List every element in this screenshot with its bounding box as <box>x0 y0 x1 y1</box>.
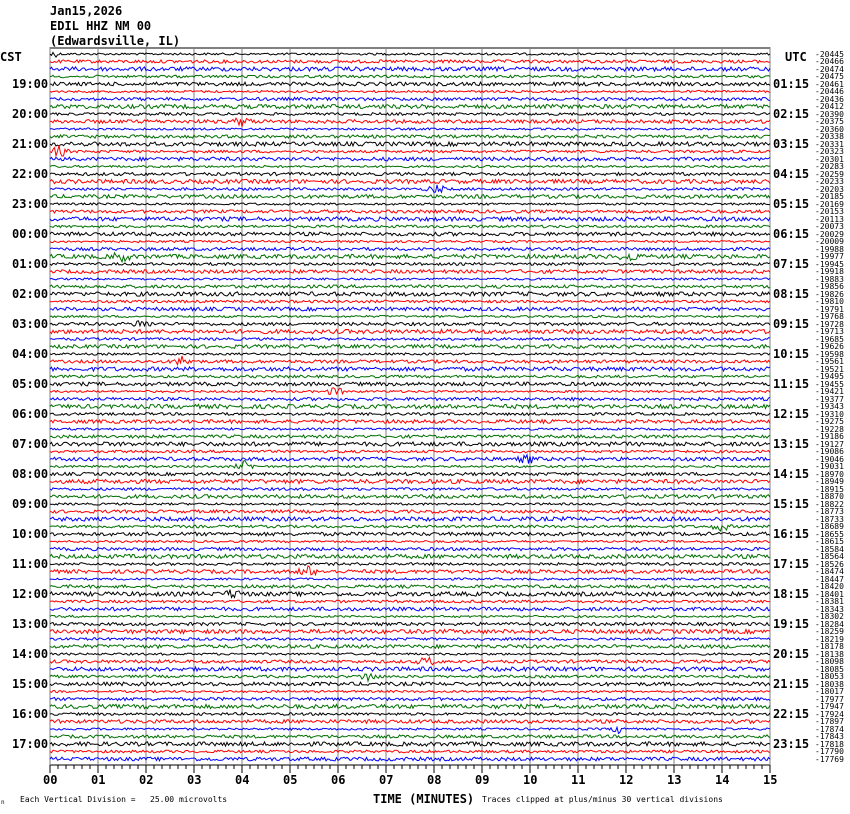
seismic-trace <box>50 263 770 266</box>
trace-offset-label: -19626 <box>815 342 844 351</box>
trace-offset-label: -20113 <box>815 214 844 224</box>
seismic-trace <box>50 461 770 469</box>
seismic-trace <box>50 307 770 311</box>
trace-offset-label: -19186 <box>815 432 844 441</box>
trace-offset-label: -18178 <box>815 642 844 651</box>
x-tick-label: 02 <box>139 773 154 787</box>
trace-offset-label: -17818 <box>815 739 844 749</box>
trace-offset-label: -18689 <box>815 522 844 531</box>
trace-offset-label: -19127 <box>815 439 844 449</box>
seismic-trace <box>50 404 770 408</box>
cst-hour-label: 15:00 <box>12 677 49 691</box>
trace-offset-label: -18870 <box>815 492 844 501</box>
seismic-trace <box>50 629 770 633</box>
seismic-trace <box>50 253 770 262</box>
seismic-trace <box>50 367 770 371</box>
x-tick-label: 04 <box>235 773 250 787</box>
seismic-trace <box>50 690 770 692</box>
trace-offset-label: -18564 <box>815 552 844 561</box>
utc-hour-label: 10:15 <box>773 347 810 361</box>
seismic-trace <box>50 225 770 228</box>
trace-offset-label: -20233 <box>815 177 844 186</box>
trace-offset-label: -19728 <box>815 319 844 329</box>
trace-offset-label: -18526 <box>815 559 844 569</box>
cst-hour-label: 19:00 <box>12 77 49 91</box>
trace-offset-label: -18401 <box>815 589 844 599</box>
trace-offset-label: -19791 <box>815 304 844 314</box>
seismic-trace <box>50 247 770 250</box>
trace-offset-label: -20169 <box>815 199 844 209</box>
trace-offset-label: -18655 <box>815 529 844 539</box>
left-timezone-label: CST <box>0 50 22 64</box>
trace-offset-label: -20375 <box>815 117 844 126</box>
trace-offset-label: -20259 <box>815 169 844 179</box>
header-station: EDIL HHZ NM 00 <box>50 19 152 33</box>
trace-offset-label: -18138 <box>815 649 844 659</box>
trace-offset-label: -19046 <box>815 454 844 464</box>
utc-hour-label: 11:15 <box>773 377 810 391</box>
trace-offset-label: -17874 <box>815 724 844 734</box>
cst-hour-label: 11:00 <box>12 557 49 571</box>
trace-offset-label: -19713 <box>815 327 844 336</box>
trace-offset-label: -18038 <box>815 679 844 689</box>
trace-offset-label: -17843 <box>815 732 844 741</box>
seismic-trace <box>50 525 770 531</box>
trace-offset-label: -20301 <box>815 154 844 164</box>
trace-offset-label: -19086 <box>815 447 844 456</box>
seismic-trace <box>50 315 770 317</box>
trace-offset-label: -18474 <box>815 567 844 576</box>
seismic-trace <box>50 510 770 513</box>
trace-offset-label: -19228 <box>815 424 844 434</box>
utc-hour-label: 23:15 <box>773 737 810 751</box>
trace-offset-label: -20283 <box>815 162 844 171</box>
x-tick-label: 15 <box>763 773 778 787</box>
utc-hour-label: 06:15 <box>773 227 810 241</box>
cst-hour-label: 20:00 <box>12 107 49 121</box>
trace-offset-label: -20475 <box>815 72 844 81</box>
utc-hour-label: 21:15 <box>773 677 810 691</box>
seismic-trace <box>50 428 770 430</box>
trace-offset-label: -19377 <box>815 394 844 404</box>
seismic-trace <box>50 563 770 566</box>
trace-offset-label: -18915 <box>815 484 844 494</box>
trace-offset-label: -19455 <box>815 379 844 389</box>
x-tick-label: 12 <box>619 773 634 787</box>
right-timezone-label: UTC <box>785 50 807 64</box>
seismic-trace <box>50 682 770 686</box>
trace-offset-label: -17897 <box>815 717 844 726</box>
trace-offset-label: -20436 <box>815 94 844 104</box>
seismic-trace <box>50 113 770 116</box>
trace-offset-label: -19918 <box>815 267 844 276</box>
trace-offset-label: -19856 <box>815 282 844 291</box>
cst-hour-label: 16:00 <box>12 707 49 721</box>
seismic-trace <box>50 653 770 655</box>
trace-offset-label: -19768 <box>815 312 844 321</box>
utc-hour-label: 14:15 <box>773 467 810 481</box>
trace-offset-label: -18302 <box>815 612 844 621</box>
seismic-trace <box>50 90 770 92</box>
utc-hour-label: 18:15 <box>773 587 810 601</box>
seismic-trace <box>50 720 770 724</box>
seismic-trace <box>50 674 770 681</box>
utc-hour-label: 04:15 <box>773 167 810 181</box>
seismic-trace <box>50 540 770 542</box>
x-tick-label: 07 <box>379 773 394 787</box>
trace-offset-label: -18584 <box>815 544 844 554</box>
seismic-trace <box>50 145 770 156</box>
seismic-trace <box>50 697 770 700</box>
utc-hour-label: 19:15 <box>773 617 810 631</box>
clip-note: Traces clipped at plus/minus 30 vertical divisions <box>482 795 723 804</box>
seismic-trace <box>50 300 770 303</box>
trace-offset-label: -17947 <box>815 702 844 711</box>
trace-offset-label: -19883 <box>815 274 844 284</box>
trace-offset-label: -17924 <box>815 709 844 719</box>
cst-hour-label: 12:00 <box>12 587 49 601</box>
seismic-trace <box>50 185 770 192</box>
trace-offset-label: -19945 <box>815 259 844 269</box>
seismic-trace <box>50 82 770 86</box>
seismic-trace <box>50 547 770 550</box>
utc-hour-label: 05:15 <box>773 197 810 211</box>
x-tick-label: 13 <box>667 773 682 787</box>
trace-offset-label: -20474 <box>815 64 844 74</box>
seismic-trace <box>50 488 770 491</box>
seismic-trace <box>50 142 770 146</box>
x-tick-label: 14 <box>715 773 730 787</box>
trace-offset-label: -20029 <box>815 229 844 239</box>
trace-offset-label: -19561 <box>815 357 844 366</box>
seismic-trace <box>50 203 770 205</box>
utc-hour-label: 16:15 <box>773 527 810 541</box>
trace-offset-label: -20009 <box>815 237 844 246</box>
seismic-trace <box>50 727 770 733</box>
cst-hour-label: 17:00 <box>12 737 49 751</box>
trace-offset-label: -20153 <box>815 207 844 216</box>
header-location: (Edwardsville, IL) <box>50 34 181 48</box>
seismic-trace <box>50 338 770 341</box>
utc-hour-label: 13:15 <box>773 437 810 451</box>
seismic-trace <box>50 165 770 167</box>
cst-hour-label: 04:00 <box>12 347 49 361</box>
seismic-trace <box>50 179 770 183</box>
seismic-trace <box>50 397 770 400</box>
x-axis-title: TIME (MINUTES) <box>373 792 475 806</box>
seismic-trace <box>50 270 770 274</box>
seismic-trace <box>50 60 770 63</box>
seismic-trace <box>50 495 770 499</box>
seismic-trace <box>50 345 770 349</box>
trace-offset-label: -20331 <box>815 139 844 149</box>
x-tick-label: 03 <box>187 773 202 787</box>
trace-offset-label: -18822 <box>815 499 844 509</box>
seismic-trace <box>50 713 770 716</box>
seismic-trace <box>50 157 770 161</box>
trace-offset-label: -17790 <box>815 747 844 756</box>
seismic-trace <box>50 195 770 199</box>
trace-offset-label: -18615 <box>815 537 844 546</box>
seismic-trace <box>50 566 770 575</box>
trace-offset-label: -18970 <box>815 469 844 479</box>
trace-offset-label: -18098 <box>815 657 844 666</box>
seismic-trace <box>50 217 770 221</box>
seismic-trace <box>50 517 770 521</box>
header-date: Jan15,2026 <box>50 4 123 18</box>
trace-offset-label: -18053 <box>815 672 844 681</box>
seismic-trace <box>50 232 770 236</box>
trace-offset-label: -19598 <box>815 349 844 359</box>
seismic-trace <box>50 742 770 746</box>
trace-offset-label: -19826 <box>815 289 844 299</box>
seismic-trace <box>50 554 770 558</box>
trace-offset-label: -20445 <box>815 49 844 59</box>
seismic-trace <box>50 455 770 464</box>
utc-hour-label: 22:15 <box>773 707 810 721</box>
seismic-trace <box>50 622 770 625</box>
seismic-trace <box>50 135 770 138</box>
trace-offset-label: -18420 <box>815 582 844 591</box>
trace-offset-label: -19343 <box>815 402 844 411</box>
seismic-trace <box>50 97 770 100</box>
seismic-trace <box>50 750 770 753</box>
seismic-trace <box>50 356 770 365</box>
x-tick-label: 11 <box>571 773 586 787</box>
seismic-trace <box>50 52 770 57</box>
trace-offset-label: -20466 <box>815 57 844 66</box>
trace-offset-label: -20446 <box>815 87 844 96</box>
seismic-trace <box>50 615 770 617</box>
utc-hour-label: 01:15 <box>773 77 810 91</box>
seismic-trace <box>50 240 770 242</box>
seismic-trace <box>50 210 770 213</box>
cst-hour-label: 00:00 <box>12 227 49 241</box>
cst-hour-label: 03:00 <box>12 317 49 331</box>
seismic-trace <box>50 503 770 505</box>
trace-offset-label: -20461 <box>815 79 844 89</box>
cst-hour-label: 14:00 <box>12 647 49 661</box>
seismic-trace <box>50 532 770 536</box>
trace-offset-label: -18343 <box>815 604 844 614</box>
x-tick-label: 09 <box>475 773 490 787</box>
cst-hour-label: 06:00 <box>12 407 49 421</box>
trace-offset-label: -20203 <box>815 184 844 194</box>
utc-hour-label: 03:15 <box>773 137 810 151</box>
trace-offset-label: -19310 <box>815 409 844 419</box>
cst-hour-label: 09:00 <box>12 497 49 511</box>
seismic-trace <box>50 329 770 333</box>
cst-hour-label: 22:00 <box>12 167 49 181</box>
seismic-trace <box>50 278 770 280</box>
seismic-trace <box>50 638 770 641</box>
trace-offset-label: -18017 <box>815 687 844 696</box>
trace-offset-label: -19810 <box>815 297 844 306</box>
logo: n <box>1 799 5 806</box>
division-note: Each Vertical Division = 25.00 microvolts <box>20 795 228 804</box>
seismic-trace <box>50 472 770 475</box>
seismic-trace <box>50 585 770 588</box>
seismic-trace <box>50 757 770 761</box>
x-tick-label: 00 <box>43 773 58 787</box>
utc-hour-label: 08:15 <box>773 287 810 301</box>
utc-hour-label: 15:15 <box>773 497 810 511</box>
trace-offset-label: -20412 <box>815 102 844 111</box>
trace-offset-label: -18284 <box>815 619 844 629</box>
trace-offset-label: -20390 <box>815 109 844 119</box>
seismic-trace <box>50 413 770 416</box>
trace-offset-label: -19977 <box>815 252 844 261</box>
seismic-trace <box>50 435 770 438</box>
utc-hour-label: 07:15 <box>773 257 810 271</box>
trace-offset-label: -20338 <box>815 132 844 141</box>
trace-offset-label: -20185 <box>815 192 844 201</box>
cst-hour-label: 21:00 <box>12 137 49 151</box>
seismic-trace <box>50 172 770 175</box>
trace-offset-label: -20360 <box>815 124 844 134</box>
trace-offset-label: -19685 <box>815 334 844 344</box>
utc-hour-label: 02:15 <box>773 107 810 121</box>
x-tick-label: 06 <box>331 773 346 787</box>
trace-offset-label: -17977 <box>815 694 844 704</box>
seismic-trace <box>50 667 770 671</box>
seismic-trace <box>50 67 770 71</box>
seismic-trace <box>50 479 770 483</box>
cst-hour-label: 05:00 <box>12 377 49 391</box>
trace-offset-label: -19031 <box>815 462 844 471</box>
trace-offset-label: -20323 <box>815 147 844 156</box>
trace-offset-label: -20073 <box>815 222 844 231</box>
trace-offset-label: -18381 <box>815 597 844 606</box>
trace-offset-label: -18949 <box>815 477 844 486</box>
seismic-trace <box>50 285 770 288</box>
seismic-trace <box>50 388 770 395</box>
cst-hour-label: 07:00 <box>12 437 49 451</box>
x-tick-label: 08 <box>427 773 442 787</box>
seismic-trace <box>50 292 770 296</box>
seismic-trace <box>50 645 770 649</box>
seismic-trace <box>50 128 770 130</box>
seismic-trace <box>50 375 770 378</box>
utc-hour-label: 20:15 <box>773 647 810 661</box>
x-tick-label: 10 <box>523 773 538 787</box>
trace-offset-label: -18219 <box>815 634 844 644</box>
seismic-trace <box>50 104 770 108</box>
seismic-trace <box>50 450 770 453</box>
seismic-trace <box>50 75 770 78</box>
trace-offset-label: -18733 <box>815 514 844 524</box>
trace-offset-label: -19495 <box>815 372 844 381</box>
trace-offset-label: -19521 <box>815 364 844 374</box>
seismic-trace <box>50 600 770 603</box>
cst-hour-label: 23:00 <box>12 197 49 211</box>
cst-hour-label: 10:00 <box>12 527 49 541</box>
trace-offset-label: -18773 <box>815 507 844 516</box>
seismic-trace <box>50 420 770 424</box>
seismic-trace <box>50 321 770 326</box>
utc-hour-label: 17:15 <box>773 557 810 571</box>
utc-hour-label: 09:15 <box>773 317 810 331</box>
cst-hour-label: 02:00 <box>12 287 49 301</box>
trace-offset-label: -17769 <box>815 754 844 764</box>
seismic-trace <box>50 118 770 127</box>
trace-offset-label: -19988 <box>815 244 844 254</box>
trace-offset-label: -18085 <box>815 664 844 674</box>
seismic-trace <box>50 442 770 446</box>
utc-hour-label: 12:15 <box>773 407 810 421</box>
cst-hour-label: 08:00 <box>12 467 49 481</box>
cst-hour-label: 13:00 <box>12 617 49 631</box>
seismic-trace <box>50 382 770 386</box>
seismic-trace <box>50 578 770 580</box>
seismic-trace <box>50 590 770 598</box>
seismic-trace <box>50 657 770 664</box>
trace-offset-label: -19275 <box>815 417 844 426</box>
seismic-trace <box>50 607 770 611</box>
seismic-trace <box>50 735 770 738</box>
seismic-trace <box>50 704 770 708</box>
seismic-trace <box>50 353 770 355</box>
x-tick-label: 05 <box>283 773 298 787</box>
x-tick-label: 01 <box>91 773 106 787</box>
trace-offset-label: -18259 <box>815 627 844 636</box>
trace-offset-label: -19421 <box>815 387 844 396</box>
trace-offset-label: -18447 <box>815 574 844 584</box>
cst-hour-label: 01:00 <box>12 257 49 271</box>
